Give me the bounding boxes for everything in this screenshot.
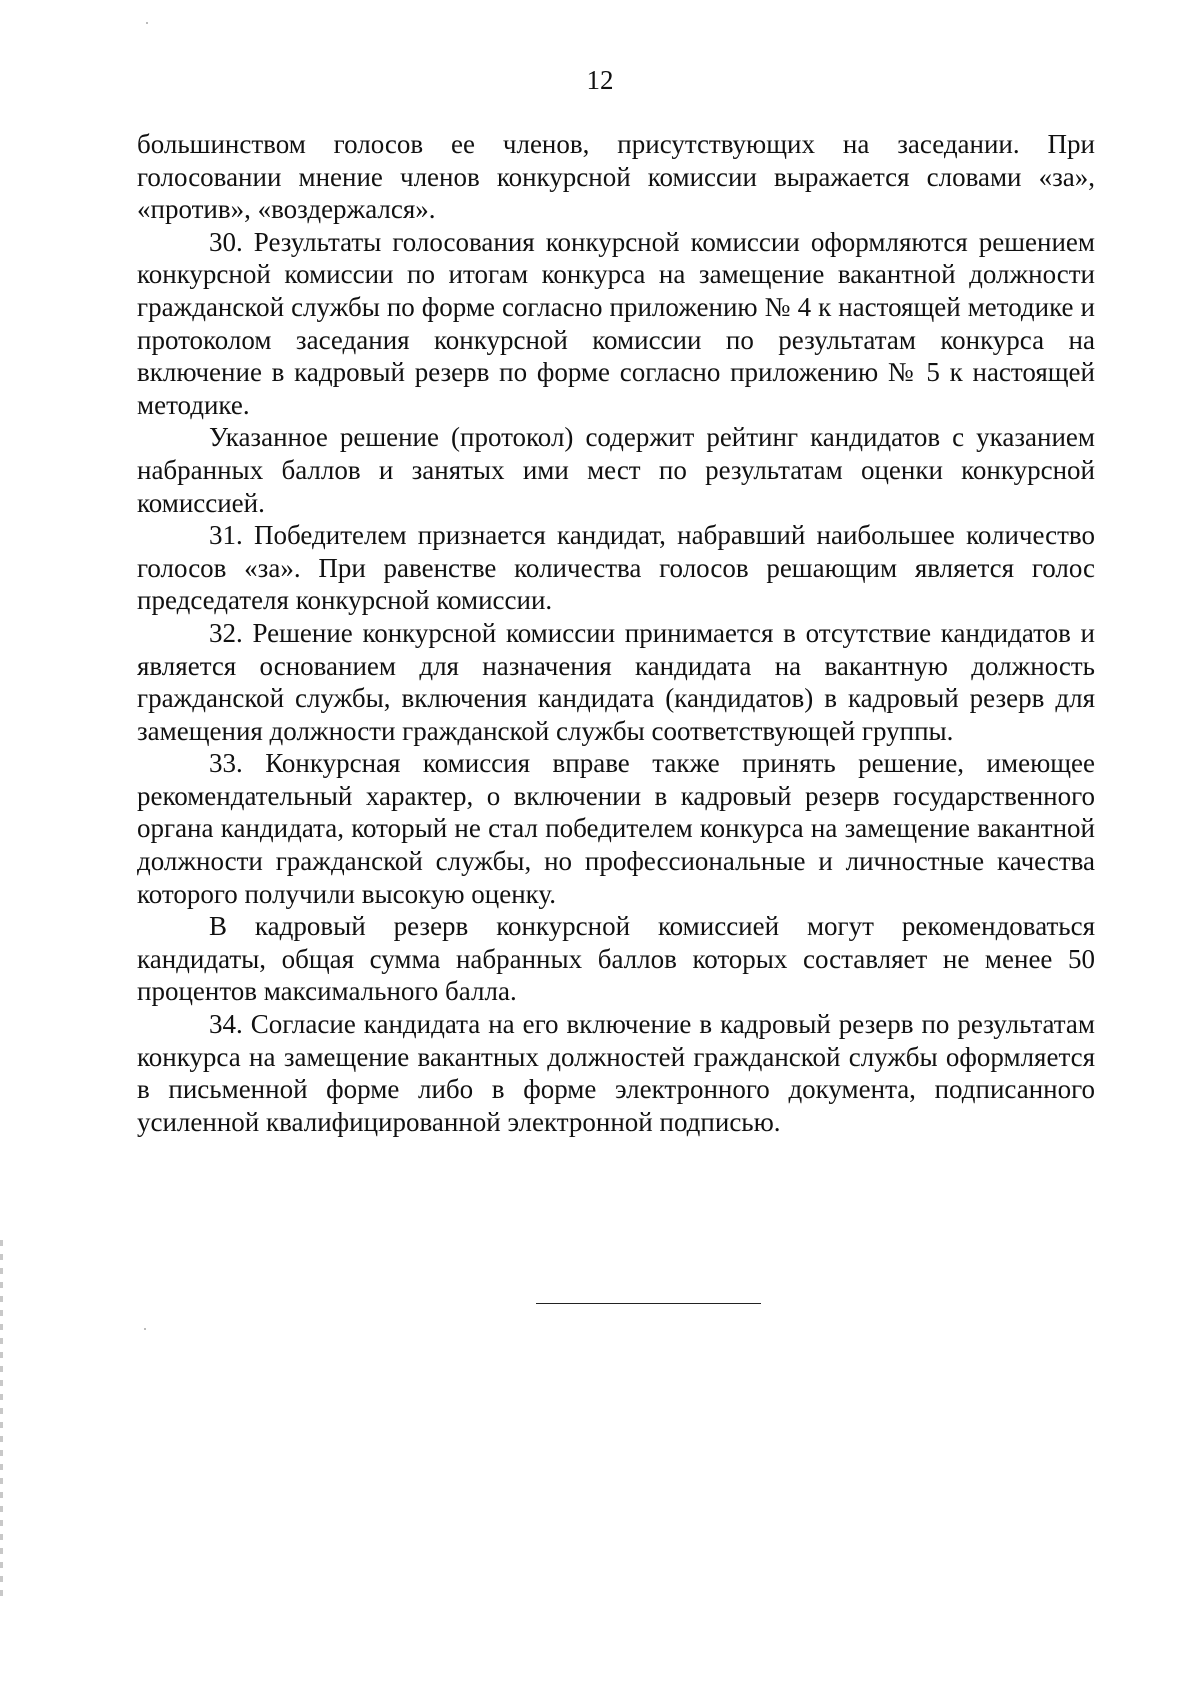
paragraph-item-30: 30. Результаты голосования конкурсной комиссии оформляются решением конкурсной комиссии по итогам конкурса на замещение вакантной должности гражданской службы по форме согласно приложению № 4 к настоящей методике и протоколом заседания конкурсной комиссии по результатам конкурса на включение в кадровый резерв по форме согласно приложению № 5 к настоящей методике. (137, 226, 1095, 420)
paragraph-item-31: 31. Победителем признается кандидат, набравший наибольшее количество голосов «за». При равенстве количества голосов решающим является голос председателя конкурсной комиссии. (137, 520, 1095, 616)
paragraph-continuation: большинством голосов ее членов, присутствующих на заседании. При голосовании мнение членов конкурсной комиссии выражается словами «за», «против», «воздержался». (137, 129, 1095, 225)
paragraph-item-34: 34. Согласие кандидата на его включение в кадровый резерв по результатам конкурса на замещение вакантных должностей гражданской службы оформляется в письменной форме либо в форме электронного документа, подписанного усиленной квалифицированной электронной подписью. (137, 1009, 1095, 1137)
paragraph-reserve-recommendation: В кадровый резерв конкурсной комиссией могут рекомендоваться кандидаты, общая сумма набранных баллов которых составляет не менее 50 процентов максимального балла. (137, 911, 1095, 1007)
paragraph-decision-rating: Указанное решение (протокол) содержит рейтинг кандидатов с указанием набранных баллов и занятых ими мест по результатам оценки конкурсной комиссией. (137, 422, 1095, 518)
document-body (137, 128, 1095, 1138)
scan-speck (146, 22, 148, 24)
paragraph-item-32: 32. Решение конкурсной комиссии принимается в отсутствие кандидатов и является основанием для назначения кандидата на вакантную должность гражданской службы, включения кандидата (кандидатов) в кадровый резерв для замещения должности гражданской службы соответствующей группы. (137, 617, 1095, 746)
scan-speck (144, 1328, 146, 1330)
closing-horizontal-rule (536, 1303, 761, 1304)
paragraph-item-33: 33. Конкурсная комиссия вправе также принять решение, имеющее рекомендательный характер, о включении в кадровый резерв государственного органа кандидата, который не стал победителем конкурса на замещение вакантной должности гражданской службы, но профессиональные и личностные качества которого получили высокую оценку. (137, 748, 1095, 909)
scan-edge-mark (0, 1240, 3, 1596)
page-number: 12 (586, 65, 614, 95)
